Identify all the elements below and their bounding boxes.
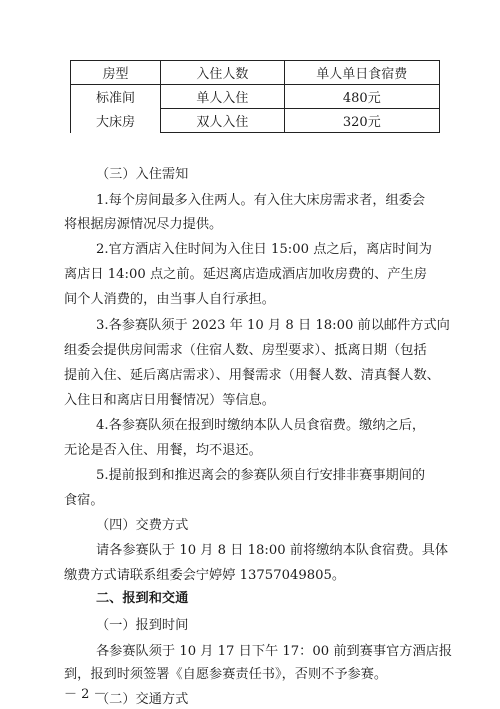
section-heading: （三）入住需知 — [96, 167, 189, 182]
section-heading: （一）报到时间 — [96, 618, 189, 633]
paragraph-line: 3.各参赛队须于 2023 年 10 月 8 日 18:00 前以邮件方式向 — [96, 318, 450, 333]
room-type-cell: 大床房 — [71, 109, 161, 133]
table-header-row — [71, 61, 440, 85]
table-header-cell: 单人单日食宿费 — [284, 61, 439, 85]
paragraph-line: 请各参赛队于 10 月 8 日 18:00 前将缴纳本队食宿费。具体 — [96, 543, 449, 558]
table-row — [71, 85, 440, 109]
paragraph-line: 提前入住、延后离店需求）、用餐需求（用餐人数、清真餐人数、 — [64, 368, 440, 383]
paragraph-line: 4.各参赛队须在报到时缴纳本队人员食宿费。缴纳之后， — [96, 418, 426, 433]
paragraph-line: 间个人消费的，由当事人自行承担。 — [64, 292, 275, 307]
paragraph-line: 食宿。 — [64, 493, 104, 508]
paragraph-line: 组委会提供房间需求（住宿人数、房型要求）、抵离日期（包括 — [64, 343, 427, 358]
section-heading: （二）交通方式 — [96, 692, 189, 707]
table-header-cell: 入住人数 — [161, 61, 285, 85]
paragraph-line: 将根据房源情况尽力提供。 — [64, 217, 223, 232]
occupancy-cell: 单人入住 — [161, 85, 285, 109]
occupancy-cell: 双人入住 — [161, 109, 285, 133]
paragraph-line: 离店日 14:00 点之前。延迟离店造成酒店加收房费的、产生房 — [64, 267, 427, 282]
fee-cell: 480元 — [284, 85, 439, 109]
paragraph-line: 各参赛队须于 10 月 17 日下午 17：00 前到赛事官方酒店报 — [96, 644, 453, 659]
paragraph-line: 2.官方酒店入住时间为入住日 15:00 点之后，离店时间为 — [96, 242, 432, 257]
chapter-heading: 二、报到和交通 — [96, 591, 189, 606]
paragraph-line: 入住日和离店日用餐情况）等信息。 — [64, 393, 275, 408]
section-heading: （四）交费方式 — [96, 518, 189, 533]
paragraph-line: 缴费方式请联系组委会宁婷婷 13757049805。 — [64, 568, 346, 583]
paragraph-line: 无论是否入住、用餐，均不退还。 — [64, 443, 262, 458]
room-type-cell: 标准间 — [71, 85, 161, 109]
table-header-cell: 房型 — [71, 61, 161, 85]
page-number: － 2 － — [64, 687, 107, 702]
paragraph-line: 1.每个房间最多入住两人。有入住大床房需求者，组委会 — [96, 193, 426, 208]
fee-table — [70, 60, 440, 133]
fee-cell: 320元 — [284, 109, 439, 133]
paragraph-line: 到，报到时须签署《自愿参赛责任书》，否则不予参赛。 — [64, 667, 388, 682]
paragraph-line: 5.提前报到和推迟离会的参赛队须自行安排非赛事期间的 — [96, 468, 426, 483]
table-row — [71, 109, 440, 133]
